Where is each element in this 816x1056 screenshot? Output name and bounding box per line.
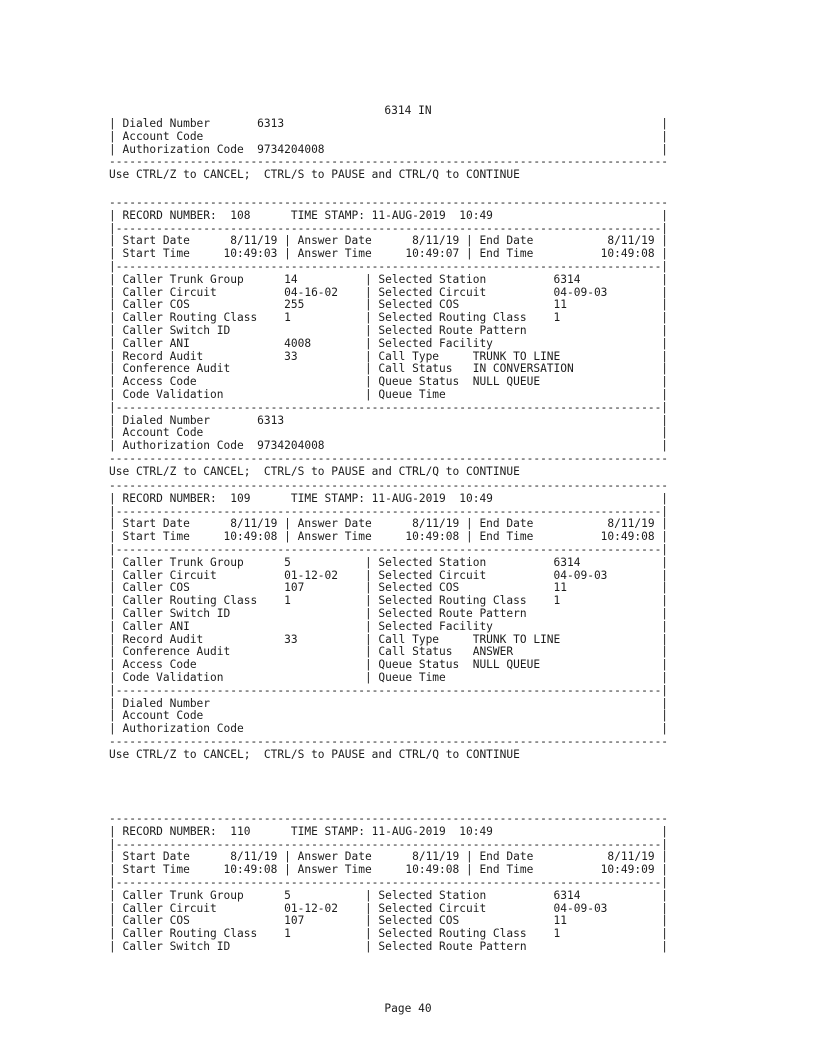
report-line: | Caller ANI | Selected Facility | bbox=[109, 619, 669, 633]
report-line: ----------------------------------------------------------------------------------- bbox=[109, 479, 669, 492]
report-line: | Caller Routing Class 1 | Selected Routing Class 1 | bbox=[109, 311, 669, 325]
control-hint: Use CTRL/Z to CANCEL; CTRL/S to PAUSE and CTRL/Q to CONTINUE bbox=[109, 747, 520, 761]
report-line: |---------------------------------------------------------------------------------| bbox=[109, 837, 669, 851]
report-line: | Conference Audit | Call Status ANSWER | bbox=[109, 645, 669, 659]
report-line: | Caller Circuit 01-12-02 | Selected Circuit 04-09-03 | bbox=[109, 901, 669, 915]
report-line: ----------------------------------------------------------------------------------- bbox=[109, 451, 669, 465]
record-110 bbox=[109, 813, 668, 954]
report-line: | Caller COS 107 | Selected COS 11 | bbox=[109, 914, 669, 928]
report-line: ----------------------------------------------------------------------------------- bbox=[109, 196, 669, 209]
report-line: | Authorization Code 9734204008 | bbox=[109, 439, 669, 453]
report-line: | Caller Routing Class 1 | Selected Routing Class 1 | bbox=[109, 594, 669, 608]
report-line: | Caller COS 107 | Selected COS 11 | bbox=[109, 581, 669, 595]
record-108 bbox=[109, 197, 668, 479]
date-line: | Start Date 8/11/19 | Answer Date 8/11/19 | End Date 8/11/19 | bbox=[109, 234, 669, 248]
date-line: | Start Date 8/11/19 | Answer Date 8/11/19 | End Date 8/11/19 | bbox=[109, 517, 669, 531]
report-line: | Access Code | Queue Status NULL QUEUE | bbox=[109, 375, 669, 389]
report-line: | Code Validation | Queue Time | bbox=[109, 387, 669, 401]
report-line: | Authorization Code 9734204008 | bbox=[109, 142, 669, 156]
report-line: | Access Code | Queue Status NULL QUEUE | bbox=[109, 658, 669, 672]
record-number-line: | RECORD NUMBER: 108 TIME STAMP: 11-AUG-2019 10:49 | bbox=[109, 208, 669, 222]
report-line: | Record Audit 33 | Call Type TRUNK TO LINE | bbox=[109, 349, 669, 363]
report-line: ----------------------------------------------------------------------------------- bbox=[109, 734, 669, 748]
report-line: | Caller Switch ID | Selected Route Pattern | bbox=[109, 323, 669, 337]
report-line: |---------------------------------------------------------------------------------| bbox=[109, 400, 669, 414]
report-line: |---------------------------------------------------------------------------------| bbox=[109, 259, 669, 273]
report-line: | Caller Routing Class 1 | Selected Routing Class 1 | bbox=[109, 927, 669, 941]
report-line: |---------------------------------------------------------------------------------| bbox=[109, 221, 669, 235]
record-109 bbox=[109, 480, 668, 762]
time-line: | Start Time 10:49:03 | Answer Time 10:49:07 | End Time 10:49:08 | bbox=[109, 247, 669, 261]
record-number-line: | RECORD NUMBER: 110 TIME STAMP: 11-AUG-2019 10:49 | bbox=[109, 824, 669, 838]
report-line: |---------------------------------------------------------------------------------| bbox=[109, 683, 669, 697]
report-line: | Caller COS 255 | Selected COS 11 | bbox=[109, 298, 669, 312]
report-line: | Account Code | bbox=[109, 709, 669, 723]
report-line: | Code Validation | Queue Time | bbox=[109, 670, 669, 684]
page-header: 6314 IN bbox=[384, 104, 432, 117]
report-line: | Dialed Number 6313 | bbox=[109, 413, 669, 427]
report-line: | Authorization Code | bbox=[109, 722, 669, 736]
report-line: | Caller ANI 4008 | Selected Facility | bbox=[109, 336, 669, 350]
report-line: | Caller Trunk Group 5 | Selected Station 6314 | bbox=[109, 888, 669, 902]
report-line: |---------------------------------------------------------------------------------| bbox=[109, 875, 669, 889]
time-line: | Start Time 10:49:08 | Answer Time 10:49:08 | End Time 10:49:09 | bbox=[109, 863, 669, 877]
page-number: Page 40 bbox=[384, 1002, 432, 1015]
report-line: | Caller Trunk Group 5 | Selected Station 6314 | bbox=[109, 555, 669, 569]
report-line: | Caller Circuit 01-12-02 | Selected Circuit 04-09-03 | bbox=[109, 568, 669, 582]
report-line: | Dialed Number 6313 | bbox=[109, 117, 669, 130]
time-line: | Start Time 10:49:08 | Answer Time 10:49:08 | End Time 10:49:08 | bbox=[109, 530, 669, 544]
report-line: | Caller Switch ID | Selected Route Pattern | bbox=[109, 939, 669, 953]
report-line: ----------------------------------------------------------------------------------- bbox=[109, 812, 669, 825]
control-hint: Use CTRL/Z to CANCEL; CTRL/S to PAUSE and CTRL/Q to CONTINUE bbox=[109, 168, 520, 182]
report-line: | Caller Circuit 04-16-02 | Selected Circuit 04-09-03 | bbox=[109, 285, 669, 299]
date-line: | Start Date 8/11/19 | Answer Date 8/11/19 | End Date 8/11/19 | bbox=[109, 850, 669, 864]
report-line: ----------------------------------------------------------------------------------- bbox=[109, 155, 669, 169]
report-line: | Caller Switch ID | Selected Route Pattern | bbox=[109, 606, 669, 620]
report-line: | Conference Audit | Call Status IN CONVERSATION | bbox=[109, 362, 669, 376]
report-line: | Account Code | bbox=[109, 426, 669, 440]
report-line: |---------------------------------------------------------------------------------| bbox=[109, 542, 669, 556]
record-107-tail bbox=[109, 118, 668, 182]
report-line: | Caller Trunk Group 14 | Selected Station 6314 | bbox=[109, 272, 669, 286]
report-line: | Record Audit 33 | Call Type TRUNK TO LINE | bbox=[109, 632, 669, 646]
report-line: |---------------------------------------------------------------------------------| bbox=[109, 504, 669, 518]
control-hint: Use CTRL/Z to CANCEL; CTRL/S to PAUSE and CTRL/Q to CONTINUE bbox=[109, 464, 520, 478]
record-number-line: | RECORD NUMBER: 109 TIME STAMP: 11-AUG-2019 10:49 | bbox=[109, 491, 669, 505]
report-line: | Account Code | bbox=[109, 129, 669, 143]
report-line: | Dialed Number | bbox=[109, 696, 669, 710]
